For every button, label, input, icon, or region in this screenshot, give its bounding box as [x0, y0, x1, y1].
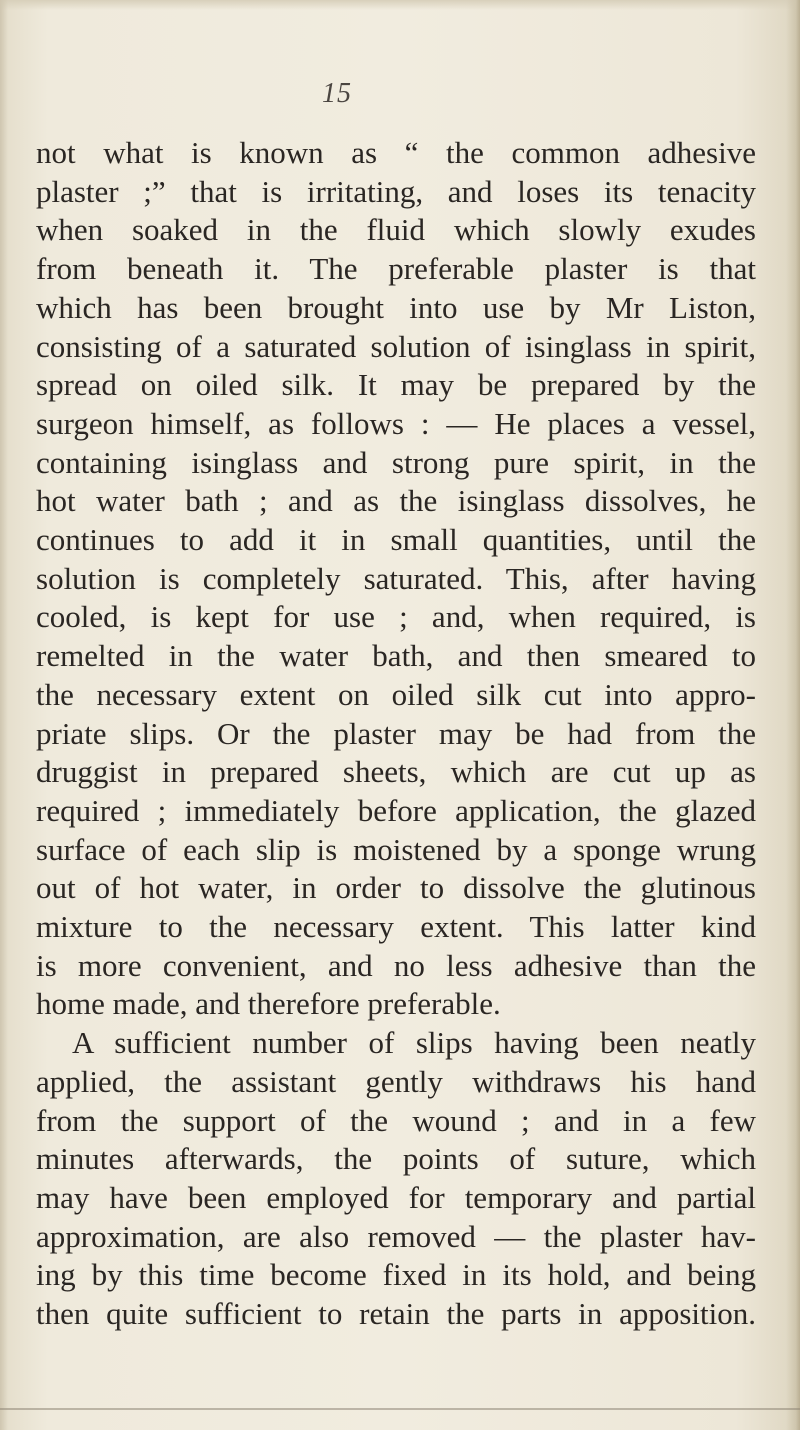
text-line: when soaked in the fluid which slowly exudes — [36, 212, 756, 248]
text-line: may have been employed for temporary and partial — [36, 1179, 756, 1215]
text-line: applied, the assistant gently withdraws his hand — [36, 1063, 756, 1099]
text-line: the necessary extent on oiled silk cut into appro- — [36, 676, 756, 712]
text-line: plaster ;” that is irritating, and loses its tenacity — [36, 173, 756, 209]
text-line: spread on oiled silk. It may be prepared by the — [36, 367, 756, 403]
page-number: 15 — [322, 78, 352, 109]
text-line: containing isinglass and strong pure spirit, in the — [36, 444, 756, 480]
text-line: A sufficient number of slips having been neatly — [72, 1025, 756, 1061]
text-line: approximation, are also removed — the plaster hav- — [36, 1218, 756, 1254]
text-line: minutes afterwards, the points of suture, which — [36, 1141, 756, 1177]
text-line: mixture to the necessary extent. This latter kind — [36, 909, 756, 945]
text-line: is more convenient, and no less adhesive than the — [36, 947, 756, 983]
text-line: from beneath it. The preferable plaster is that — [36, 251, 756, 287]
page-left-edge — [0, 0, 8, 1430]
text-line: which has been brought into use by Mr Liston, — [36, 289, 756, 325]
body-text — [36, 134, 756, 1334]
text-line: cooled, is kept for use ; and, when required, is — [36, 599, 756, 635]
page-top-edge — [0, 0, 800, 10]
text-line: druggist in prepared sheets, which are cut up as — [36, 754, 756, 790]
text-line: consisting of a saturated solution of isinglass in spirit, — [36, 328, 756, 364]
text-line: surgeon himself, as follows : — He places a vessel, — [36, 405, 756, 441]
text-line: out of hot water, in order to dissolve the glutinous — [36, 870, 756, 906]
page-bottom-rule — [0, 1408, 800, 1410]
text-line: required ; immediately before application, the glazed — [36, 792, 756, 828]
page-right-edge — [786, 0, 800, 1430]
text-line: ing by this time become fixed in its hold, and being — [36, 1257, 756, 1293]
text-line: surface of each slip is moistened by a sponge wrung — [36, 831, 756, 867]
text-line: not what is known as “ the common adhesive — [36, 135, 756, 170]
text-line: remelted in the water bath, and then smeared to — [36, 638, 756, 674]
text-line: from the support of the wound ; and in a few — [36, 1102, 756, 1138]
text-line: priate slips. Or the plaster may be had from the — [36, 715, 756, 751]
text-line: hot water bath ; and as the isinglass dissolves, he — [36, 483, 756, 519]
text-line: home made, and therefore preferable. — [36, 986, 501, 1022]
text-line: then quite sufficient to retain the parts in apposition. — [36, 1296, 756, 1332]
text-line: continues to add it in small quantities, until the — [36, 522, 756, 558]
text-line: solution is completely saturated. This, after having — [36, 560, 756, 596]
